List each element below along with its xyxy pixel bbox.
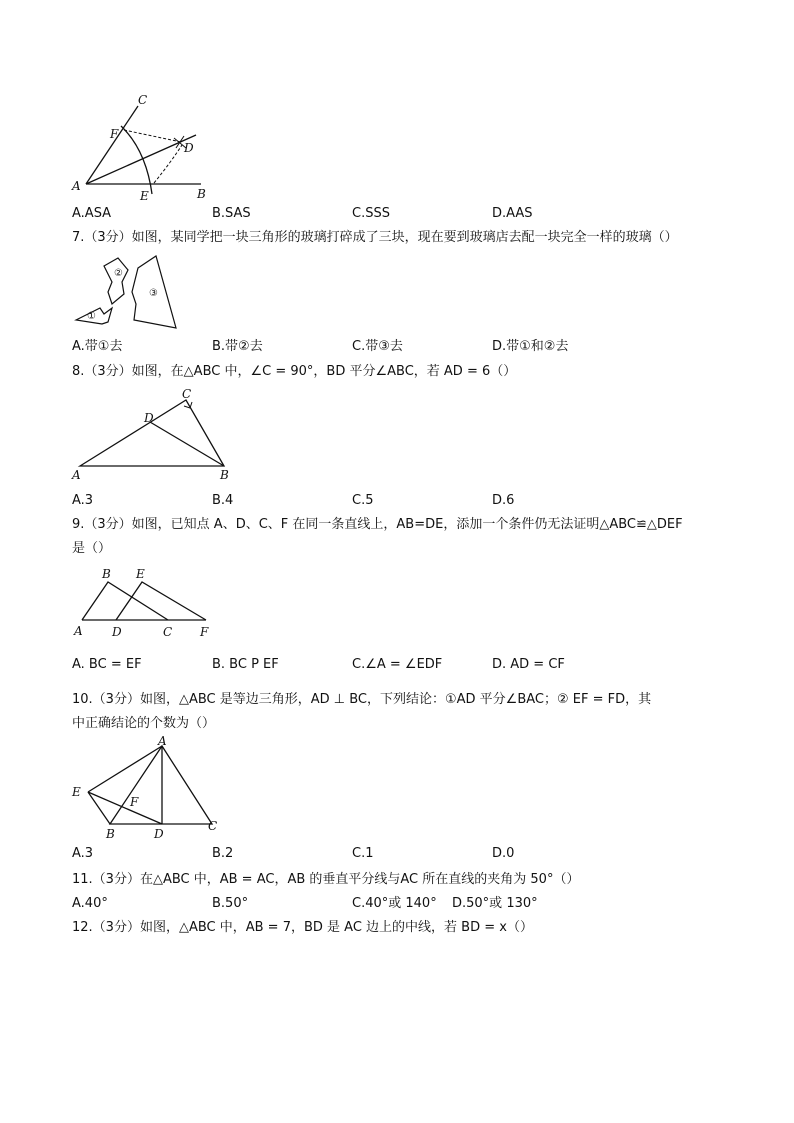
q11-option-c[interactable]: C.40°或 140° <box>352 896 437 911</box>
label-F: F <box>130 795 139 809</box>
q10-option-a[interactable]: A.3 <box>72 846 94 861</box>
q7-option-c[interactable]: C.带③去 <box>352 339 403 354</box>
q12-stem: 12.（3分）如图，△ABC 中，AB = 7，BD 是 AC 边上的中线，若 BD = x（） <box>72 920 533 935</box>
label-B: B <box>197 187 206 201</box>
label-1: ① <box>87 311 96 322</box>
label-E: E <box>136 567 145 581</box>
label-A: A <box>158 734 167 748</box>
label-E: E <box>140 189 149 203</box>
triangle-ABC <box>80 400 224 466</box>
q10-option-b[interactable]: B.2 <box>212 846 234 861</box>
q7-option-b[interactable]: B.带②去 <box>212 339 263 354</box>
segment-BD <box>150 422 224 466</box>
label-3: ③ <box>149 288 158 299</box>
label-F: F <box>110 127 119 141</box>
triangle-ABC <box>110 746 212 824</box>
q10-stem-line2: 中正确结论的个数为（） <box>72 716 216 731</box>
label-D: D <box>144 411 154 425</box>
q9-option-a[interactable]: A. BC = EF <box>72 657 142 672</box>
label-F: F <box>200 625 209 639</box>
label-C: C <box>163 625 173 639</box>
label-B: B <box>102 567 111 581</box>
q11-option-d[interactable]: D.50°或 130° <box>452 896 538 911</box>
q10-option-c[interactable]: C.1 <box>352 846 374 861</box>
q8-figure <box>70 386 240 484</box>
q8-option-a[interactable]: A.3 <box>72 493 94 508</box>
label-C: C <box>138 93 148 107</box>
label-A: A <box>72 179 81 193</box>
q8-stem: 8.（3分）如图，在△ABC 中，∠C = 90°，BD 平分∠ABC，若 AD = 6（） <box>72 364 517 379</box>
q8-option-d[interactable]: D.6 <box>492 493 515 508</box>
q7-option-a[interactable]: A.带①去 <box>72 339 123 354</box>
q8-option-b[interactable]: B.4 <box>212 493 234 508</box>
q7-stem: 7.（3分）如图，某同学把一块三角形的玻璃打碎成了三块，现在要到玻璃店去配一块完全一样的玻璃（） <box>72 230 678 245</box>
label-B: B <box>106 827 115 841</box>
q8-option-c[interactable]: C.5 <box>352 493 374 508</box>
q10-stem-line1: 10.（3分）如图，△ABC 是等边三角形，AD ⊥ BC，下列结论：①AD 平分∠BAC；② EF = FD，其 <box>72 692 652 707</box>
label-D: D <box>184 141 194 155</box>
triangle-DEF-sides <box>116 582 206 620</box>
q11-stem: 11.（3分）在△ABC 中，AB = AC，AB 的垂直平分线与AC 所在直线的夹角为 50°（） <box>72 872 580 887</box>
label-B: B <box>220 468 229 482</box>
shard-2 <box>104 258 128 304</box>
q9-option-b[interactable]: B. BC P EF <box>212 657 279 672</box>
label-D: D <box>112 625 122 639</box>
q9-option-d[interactable]: D. AD = CF <box>492 657 565 672</box>
q7-figure <box>72 252 182 334</box>
q6-option-a[interactable]: A.ASA <box>72 206 112 221</box>
q10-option-d[interactable]: D.0 <box>492 846 515 861</box>
q11-option-b[interactable]: B.50° <box>212 896 249 911</box>
label-C: C <box>208 819 218 833</box>
q11-option-a[interactable]: A.40° <box>72 896 108 911</box>
label-C: C <box>182 387 192 401</box>
q9-stem-line1: 9.（3分）如图，已知点 A、D、C、F 在同一条直线上，AB=DE，添加一个条件仍无法证明△ABC≌△DEF <box>72 517 683 532</box>
q6-option-c[interactable]: C.SSS <box>352 206 390 221</box>
q6-option-d[interactable]: D.AAS <box>492 206 533 221</box>
q9-stem-line2: 是（） <box>72 541 112 556</box>
label-A: A <box>74 624 83 638</box>
triangle-ABC-sides <box>82 582 168 620</box>
q7-option-d[interactable]: D.带①和②去 <box>492 339 569 354</box>
q6-figure <box>66 90 216 205</box>
q9-figure <box>70 564 220 640</box>
q9-option-c[interactable]: C.∠A = ∠EDF <box>352 657 443 672</box>
q10-figure <box>66 734 226 844</box>
q6-option-b[interactable]: B.SAS <box>212 206 251 221</box>
dashed-ED <box>154 145 182 183</box>
label-2: ② <box>114 268 123 279</box>
label-E: E <box>72 785 81 799</box>
label-D: D <box>154 827 164 841</box>
segment-EA <box>88 746 162 792</box>
label-A: A <box>72 468 81 482</box>
